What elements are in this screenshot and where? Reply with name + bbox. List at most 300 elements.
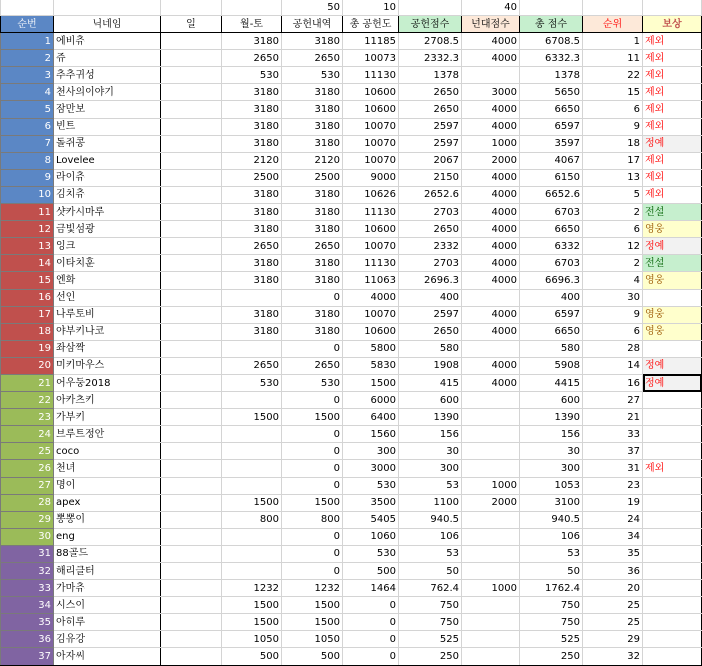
- mon-sat-cell[interactable]: 800: [222, 511, 282, 528]
- row-number[interactable]: 1: [1, 33, 54, 50]
- contribution-score-cell[interactable]: 762.4: [399, 580, 462, 597]
- row-number[interactable]: 20: [1, 357, 54, 374]
- reward-cell[interactable]: [643, 443, 702, 460]
- header-total-contribution[interactable]: 총 공헌도: [343, 16, 399, 33]
- total-score-cell[interactable]: 6332.3: [520, 50, 583, 67]
- contribution-score-cell[interactable]: 1100: [399, 494, 462, 511]
- mon-sat-cell[interactable]: 500: [222, 648, 282, 665]
- day-cell[interactable]: [161, 323, 222, 340]
- total-contribution-cell[interactable]: 10070: [343, 135, 399, 152]
- nickname-cell[interactable]: 샷카시마루: [54, 204, 161, 221]
- reward-cell[interactable]: 제외: [643, 169, 702, 186]
- mon-sat-cell[interactable]: [222, 477, 282, 494]
- mon-sat-cell[interactable]: 3180: [222, 306, 282, 323]
- total-contribution-cell[interactable]: 10600: [343, 84, 399, 101]
- rank-cell[interactable]: 4: [583, 272, 643, 289]
- row-number[interactable]: 19: [1, 340, 54, 357]
- rank-cell[interactable]: 22: [583, 67, 643, 84]
- mon-sat-cell[interactable]: [222, 289, 282, 306]
- contribution-score-cell[interactable]: 2332.3: [399, 50, 462, 67]
- mon-sat-cell[interactable]: 3180: [222, 186, 282, 203]
- reward-cell[interactable]: 제외: [643, 118, 702, 135]
- war-score-cell[interactable]: 4000: [462, 238, 520, 255]
- row-number[interactable]: 18: [1, 323, 54, 340]
- war-score-cell[interactable]: [462, 289, 520, 306]
- nickname-cell[interactable]: 가부키: [54, 409, 161, 426]
- day-cell[interactable]: [161, 67, 222, 84]
- rank-cell[interactable]: 6: [583, 221, 643, 238]
- contribution-score-cell[interactable]: 2650: [399, 101, 462, 118]
- nickname-cell[interactable]: 아히루: [54, 614, 161, 631]
- row-number[interactable]: 33: [1, 580, 54, 597]
- war-score-cell[interactable]: [462, 614, 520, 631]
- total-contribution-cell[interactable]: 10600: [343, 221, 399, 238]
- total-score-cell[interactable]: 1053: [520, 477, 583, 494]
- mon-sat-cell[interactable]: 3180: [222, 84, 282, 101]
- cell[interactable]: [399, 0, 462, 16]
- day-cell[interactable]: [161, 135, 222, 152]
- nickname-cell[interactable]: 명이: [54, 477, 161, 494]
- total-score-cell[interactable]: 1762.4: [520, 580, 583, 597]
- mon-sat-cell[interactable]: 3180: [222, 221, 282, 238]
- contribution-cell[interactable]: 2650: [282, 238, 343, 255]
- contribution-score-cell[interactable]: 53: [399, 545, 462, 562]
- rank-cell[interactable]: 29: [583, 631, 643, 648]
- header-total-score[interactable]: 총 점수: [520, 16, 583, 33]
- contribution-score-cell[interactable]: 2067: [399, 152, 462, 169]
- contribution-cell[interactable]: 1050: [282, 631, 343, 648]
- total-contribution-cell[interactable]: 530: [343, 477, 399, 494]
- total-contribution-cell[interactable]: 1500: [343, 374, 399, 391]
- contribution-score-cell[interactable]: 1378: [399, 67, 462, 84]
- total-score-cell[interactable]: 6652.6: [520, 186, 583, 203]
- total-contribution-cell[interactable]: 6000: [343, 392, 399, 409]
- header-mon-sat[interactable]: 월-토: [222, 16, 282, 33]
- day-cell[interactable]: [161, 84, 222, 101]
- total-score-cell[interactable]: 6150: [520, 169, 583, 186]
- reward-cell[interactable]: [643, 409, 702, 426]
- contribution-cell[interactable]: 0: [282, 563, 343, 580]
- contribution-cell[interactable]: 3180: [282, 84, 343, 101]
- day-cell[interactable]: [161, 614, 222, 631]
- reward-cell[interactable]: 영웅: [643, 306, 702, 323]
- war-score-cell[interactable]: 1000: [462, 135, 520, 152]
- total-score-cell[interactable]: 6332: [520, 238, 583, 255]
- day-cell[interactable]: [161, 204, 222, 221]
- contribution-score-cell[interactable]: 1908: [399, 357, 462, 374]
- nickname-cell[interactable]: 잠만보: [54, 101, 161, 118]
- mon-sat-cell[interactable]: 2650: [222, 357, 282, 374]
- rank-cell[interactable]: 37: [583, 443, 643, 460]
- row-number[interactable]: 30: [1, 528, 54, 545]
- total-contribution-cell[interactable]: 0: [343, 631, 399, 648]
- total-contribution-cell[interactable]: 11130: [343, 204, 399, 221]
- war-score-cell[interactable]: 4000: [462, 186, 520, 203]
- reward-cell[interactable]: 제외: [643, 152, 702, 169]
- total-contribution-cell[interactable]: 11130: [343, 67, 399, 84]
- mon-sat-cell[interactable]: [222, 460, 282, 477]
- day-cell[interactable]: [161, 580, 222, 597]
- nickname-cell[interactable]: 아자씨: [54, 648, 161, 665]
- contribution-score-cell[interactable]: 2332: [399, 238, 462, 255]
- total-score-cell[interactable]: 6597: [520, 306, 583, 323]
- contribution-score-cell[interactable]: 2597: [399, 306, 462, 323]
- war-score-cell[interactable]: 3000: [462, 84, 520, 101]
- contribution-cell[interactable]: 3180: [282, 204, 343, 221]
- rank-cell[interactable]: 15: [583, 84, 643, 101]
- nickname-cell[interactable]: 김치츄: [54, 186, 161, 203]
- header-contribution[interactable]: 공헌내역: [282, 16, 343, 33]
- contribution-score-cell[interactable]: 2696.3: [399, 272, 462, 289]
- mon-sat-cell[interactable]: 2500: [222, 169, 282, 186]
- contribution-cell[interactable]: 0: [282, 477, 343, 494]
- contribution-cell[interactable]: 3180: [282, 255, 343, 272]
- nickname-cell[interactable]: Lovelee: [54, 152, 161, 169]
- day-cell[interactable]: [161, 272, 222, 289]
- rank-cell[interactable]: 9: [583, 118, 643, 135]
- total-contribution-cell[interactable]: 5800: [343, 340, 399, 357]
- mon-sat-cell[interactable]: 2650: [222, 50, 282, 67]
- total-score-cell[interactable]: 750: [520, 614, 583, 631]
- contribution-score-cell[interactable]: 250: [399, 648, 462, 665]
- header-reward[interactable]: 보상: [643, 16, 702, 33]
- total-contribution-cell[interactable]: 530: [343, 545, 399, 562]
- war-score-cell[interactable]: [462, 648, 520, 665]
- total-contribution-cell[interactable]: 9000: [343, 169, 399, 186]
- total-score-cell[interactable]: 5908: [520, 357, 583, 374]
- reward-cell[interactable]: [643, 614, 702, 631]
- mon-sat-cell[interactable]: 3180: [222, 204, 282, 221]
- reward-cell[interactable]: [643, 477, 702, 494]
- contribution-score-cell[interactable]: 2650: [399, 221, 462, 238]
- day-cell[interactable]: [161, 238, 222, 255]
- rank-cell[interactable]: 24: [583, 511, 643, 528]
- nickname-cell[interactable]: coco: [54, 443, 161, 460]
- rank-cell[interactable]: 28: [583, 340, 643, 357]
- top-value-cell[interactable]: 50: [282, 0, 343, 16]
- mon-sat-cell[interactable]: [222, 563, 282, 580]
- reward-cell[interactable]: 제외: [643, 50, 702, 67]
- total-contribution-cell[interactable]: 1060: [343, 528, 399, 545]
- total-contribution-cell[interactable]: 3500: [343, 494, 399, 511]
- contribution-score-cell[interactable]: 750: [399, 614, 462, 631]
- cell[interactable]: [161, 0, 222, 16]
- contribution-score-cell[interactable]: 1390: [399, 409, 462, 426]
- nickname-cell[interactable]: 선인: [54, 289, 161, 306]
- contribution-score-cell[interactable]: 2597: [399, 135, 462, 152]
- nickname-cell[interactable]: 라이츄: [54, 169, 161, 186]
- row-number[interactable]: 8: [1, 152, 54, 169]
- rank-cell[interactable]: 18: [583, 135, 643, 152]
- reward-cell[interactable]: [643, 392, 702, 409]
- cell[interactable]: [643, 0, 702, 16]
- war-score-cell[interactable]: [462, 545, 520, 562]
- row-number[interactable]: 7: [1, 135, 54, 152]
- contribution-score-cell[interactable]: 2703: [399, 204, 462, 221]
- war-score-cell[interactable]: [462, 409, 520, 426]
- contribution-score-cell[interactable]: 525: [399, 631, 462, 648]
- total-contribution-cell[interactable]: 1560: [343, 426, 399, 443]
- total-contribution-cell[interactable]: 10070: [343, 306, 399, 323]
- nickname-cell[interactable]: 미키마우스: [54, 357, 161, 374]
- mon-sat-cell[interactable]: 1232: [222, 580, 282, 597]
- contribution-score-cell[interactable]: 2597: [399, 118, 462, 135]
- total-contribution-cell[interactable]: 11063: [343, 272, 399, 289]
- nickname-cell[interactable]: 금빛섬광: [54, 221, 161, 238]
- row-number[interactable]: 26: [1, 460, 54, 477]
- rank-cell[interactable]: 11: [583, 50, 643, 67]
- nickname-cell[interactable]: 시스이: [54, 597, 161, 614]
- cell[interactable]: [1, 0, 54, 16]
- total-score-cell[interactable]: 400: [520, 289, 583, 306]
- contribution-cell[interactable]: 1500: [282, 597, 343, 614]
- row-number[interactable]: 3: [1, 67, 54, 84]
- reward-cell[interactable]: [643, 511, 702, 528]
- nickname-cell[interactable]: 뽕뽕이: [54, 511, 161, 528]
- nickname-cell[interactable]: 아카츠키: [54, 392, 161, 409]
- top-value-cell[interactable]: 10: [343, 0, 399, 16]
- total-contribution-cell[interactable]: 500: [343, 563, 399, 580]
- war-score-cell[interactable]: [462, 340, 520, 357]
- total-contribution-cell[interactable]: 0: [343, 614, 399, 631]
- nickname-cell[interactable]: 나루토비: [54, 306, 161, 323]
- reward-cell[interactable]: 제외: [643, 84, 702, 101]
- rank-cell[interactable]: 34: [583, 528, 643, 545]
- war-score-cell[interactable]: 1000: [462, 580, 520, 597]
- reward-cell[interactable]: 제외: [643, 101, 702, 118]
- total-contribution-cell[interactable]: 10600: [343, 101, 399, 118]
- header-no[interactable]: 순번: [1, 16, 54, 33]
- total-contribution-cell[interactable]: 10600: [343, 323, 399, 340]
- total-score-cell[interactable]: 3597: [520, 135, 583, 152]
- rank-cell[interactable]: 13: [583, 169, 643, 186]
- nickname-cell[interactable]: 88골드: [54, 545, 161, 562]
- row-number[interactable]: 23: [1, 409, 54, 426]
- rank-cell[interactable]: 6: [583, 323, 643, 340]
- reward-cell[interactable]: [643, 528, 702, 545]
- total-score-cell[interactable]: 4415: [520, 374, 583, 391]
- reward-cell[interactable]: 영웅: [643, 221, 702, 238]
- contribution-score-cell[interactable]: 30: [399, 443, 462, 460]
- contribution-cell[interactable]: 0: [282, 392, 343, 409]
- top-value-cell[interactable]: 40: [462, 0, 520, 16]
- rank-cell[interactable]: 25: [583, 614, 643, 631]
- war-score-cell[interactable]: 4000: [462, 323, 520, 340]
- total-score-cell[interactable]: 6597: [520, 118, 583, 135]
- contribution-score-cell[interactable]: 750: [399, 597, 462, 614]
- day-cell[interactable]: [161, 101, 222, 118]
- total-score-cell[interactable]: 250: [520, 648, 583, 665]
- day-cell[interactable]: [161, 152, 222, 169]
- war-score-cell[interactable]: [462, 426, 520, 443]
- row-number[interactable]: 21: [1, 374, 54, 391]
- mon-sat-cell[interactable]: 2650: [222, 238, 282, 255]
- rank-cell[interactable]: 17: [583, 152, 643, 169]
- nickname-cell[interactable]: 천사의이야기: [54, 84, 161, 101]
- day-cell[interactable]: [161, 648, 222, 665]
- total-contribution-cell[interactable]: 10070: [343, 238, 399, 255]
- war-score-cell[interactable]: 4000: [462, 118, 520, 135]
- contribution-cell[interactable]: 2120: [282, 152, 343, 169]
- row-number[interactable]: 9: [1, 169, 54, 186]
- war-score-cell[interactable]: [462, 631, 520, 648]
- row-number[interactable]: 34: [1, 597, 54, 614]
- rank-cell[interactable]: 25: [583, 597, 643, 614]
- contribution-cell[interactable]: 0: [282, 460, 343, 477]
- day-cell[interactable]: [161, 50, 222, 67]
- nickname-cell[interactable]: apex: [54, 494, 161, 511]
- reward-cell[interactable]: [643, 426, 702, 443]
- reward-cell[interactable]: [643, 289, 702, 306]
- war-score-cell[interactable]: 2000: [462, 152, 520, 169]
- total-score-cell[interactable]: 6650: [520, 101, 583, 118]
- rank-cell[interactable]: 36: [583, 563, 643, 580]
- day-cell[interactable]: [161, 221, 222, 238]
- contribution-cell[interactable]: 3180: [282, 272, 343, 289]
- nickname-cell[interactable]: 김유강: [54, 631, 161, 648]
- contribution-cell[interactable]: 3180: [282, 323, 343, 340]
- total-contribution-cell[interactable]: 3000: [343, 460, 399, 477]
- contribution-cell[interactable]: 2650: [282, 357, 343, 374]
- rank-cell[interactable]: 16: [583, 374, 643, 391]
- war-score-cell[interactable]: [462, 67, 520, 84]
- row-number[interactable]: 11: [1, 204, 54, 221]
- mon-sat-cell[interactable]: 3180: [222, 101, 282, 118]
- mon-sat-cell[interactable]: [222, 426, 282, 443]
- contribution-score-cell[interactable]: 400: [399, 289, 462, 306]
- day-cell[interactable]: [161, 597, 222, 614]
- row-number[interactable]: 16: [1, 289, 54, 306]
- rank-cell[interactable]: 31: [583, 460, 643, 477]
- row-number[interactable]: 27: [1, 477, 54, 494]
- total-contribution-cell[interactable]: 0: [343, 648, 399, 665]
- war-score-cell[interactable]: [462, 511, 520, 528]
- rank-cell[interactable]: 2: [583, 255, 643, 272]
- war-score-cell[interactable]: 4000: [462, 33, 520, 50]
- total-score-cell[interactable]: 6708.5: [520, 33, 583, 50]
- mon-sat-cell[interactable]: 1500: [222, 409, 282, 426]
- day-cell[interactable]: [161, 392, 222, 409]
- reward-cell[interactable]: 정예: [643, 374, 702, 391]
- contribution-score-cell[interactable]: 2652.6: [399, 186, 462, 203]
- contribution-score-cell[interactable]: 2703: [399, 255, 462, 272]
- contribution-cell[interactable]: 3180: [282, 118, 343, 135]
- contribution-score-cell[interactable]: 156: [399, 426, 462, 443]
- contribution-cell[interactable]: 1500: [282, 494, 343, 511]
- reward-cell[interactable]: [643, 494, 702, 511]
- mon-sat-cell[interactable]: 1500: [222, 597, 282, 614]
- contribution-cell[interactable]: 3180: [282, 101, 343, 118]
- rank-cell[interactable]: 23: [583, 477, 643, 494]
- war-score-cell[interactable]: 1000: [462, 477, 520, 494]
- contribution-score-cell[interactable]: 580: [399, 340, 462, 357]
- contribution-cell[interactable]: 530: [282, 67, 343, 84]
- row-number[interactable]: 35: [1, 614, 54, 631]
- total-score-cell[interactable]: 106: [520, 528, 583, 545]
- total-score-cell[interactable]: 300: [520, 460, 583, 477]
- total-score-cell[interactable]: 600: [520, 392, 583, 409]
- total-contribution-cell[interactable]: 10070: [343, 152, 399, 169]
- nickname-cell[interactable]: 돌쥐콩: [54, 135, 161, 152]
- mon-sat-cell[interactable]: 3180: [222, 323, 282, 340]
- cell[interactable]: [583, 0, 643, 16]
- rank-cell[interactable]: 33: [583, 426, 643, 443]
- day-cell[interactable]: [161, 118, 222, 135]
- total-contribution-cell[interactable]: 0: [343, 597, 399, 614]
- reward-cell[interactable]: 제외: [643, 33, 702, 50]
- day-cell[interactable]: [161, 169, 222, 186]
- day-cell[interactable]: [161, 340, 222, 357]
- war-score-cell[interactable]: 4000: [462, 169, 520, 186]
- row-number[interactable]: 14: [1, 255, 54, 272]
- row-number[interactable]: 28: [1, 494, 54, 511]
- total-score-cell[interactable]: 1378: [520, 67, 583, 84]
- total-score-cell[interactable]: 6650: [520, 323, 583, 340]
- nickname-cell[interactable]: 에비츄: [54, 33, 161, 50]
- rank-cell[interactable]: 19: [583, 494, 643, 511]
- day-cell[interactable]: [161, 289, 222, 306]
- contribution-score-cell[interactable]: 940.5: [399, 511, 462, 528]
- total-score-cell[interactable]: 3100: [520, 494, 583, 511]
- header-day[interactable]: 일: [161, 16, 222, 33]
- total-score-cell[interactable]: 50: [520, 563, 583, 580]
- header-nickname[interactable]: 닉네임: [54, 16, 161, 33]
- day-cell[interactable]: [161, 306, 222, 323]
- rank-cell[interactable]: 20: [583, 580, 643, 597]
- total-contribution-cell[interactable]: 300: [343, 443, 399, 460]
- total-score-cell[interactable]: 5650: [520, 84, 583, 101]
- row-number[interactable]: 37: [1, 648, 54, 665]
- rank-cell[interactable]: 35: [583, 545, 643, 562]
- rank-cell[interactable]: 21: [583, 409, 643, 426]
- mon-sat-cell[interactable]: 3180: [222, 272, 282, 289]
- mon-sat-cell[interactable]: 3180: [222, 118, 282, 135]
- reward-cell[interactable]: 제외: [643, 67, 702, 84]
- contribution-score-cell[interactable]: 2650: [399, 84, 462, 101]
- contribution-cell[interactable]: 2650: [282, 50, 343, 67]
- mon-sat-cell[interactable]: 3180: [222, 255, 282, 272]
- row-number[interactable]: 17: [1, 306, 54, 323]
- nickname-cell[interactable]: 좌삼짝: [54, 340, 161, 357]
- contribution-cell[interactable]: 0: [282, 528, 343, 545]
- war-score-cell[interactable]: [462, 443, 520, 460]
- contribution-score-cell[interactable]: 50: [399, 563, 462, 580]
- reward-cell[interactable]: [643, 580, 702, 597]
- total-score-cell[interactable]: 4067: [520, 152, 583, 169]
- mon-sat-cell[interactable]: 530: [222, 374, 282, 391]
- total-score-cell[interactable]: 525: [520, 631, 583, 648]
- contribution-cell[interactable]: 0: [282, 340, 343, 357]
- nickname-cell[interactable]: 천녀: [54, 460, 161, 477]
- reward-cell[interactable]: [643, 631, 702, 648]
- reward-cell[interactable]: [643, 545, 702, 562]
- row-number[interactable]: 5: [1, 101, 54, 118]
- mon-sat-cell[interactable]: 1500: [222, 494, 282, 511]
- total-contribution-cell[interactable]: 10626: [343, 186, 399, 203]
- day-cell[interactable]: [161, 477, 222, 494]
- war-score-cell[interactable]: [462, 597, 520, 614]
- header-rank[interactable]: 순위: [583, 16, 643, 33]
- contribution-score-cell[interactable]: 300: [399, 460, 462, 477]
- total-contribution-cell[interactable]: 6400: [343, 409, 399, 426]
- total-contribution-cell[interactable]: 11185: [343, 33, 399, 50]
- contribution-score-cell[interactable]: 2650: [399, 323, 462, 340]
- total-score-cell[interactable]: 580: [520, 340, 583, 357]
- total-contribution-cell[interactable]: 10073: [343, 50, 399, 67]
- total-score-cell[interactable]: 6703: [520, 204, 583, 221]
- war-score-cell[interactable]: 4000: [462, 357, 520, 374]
- cell[interactable]: [222, 0, 282, 16]
